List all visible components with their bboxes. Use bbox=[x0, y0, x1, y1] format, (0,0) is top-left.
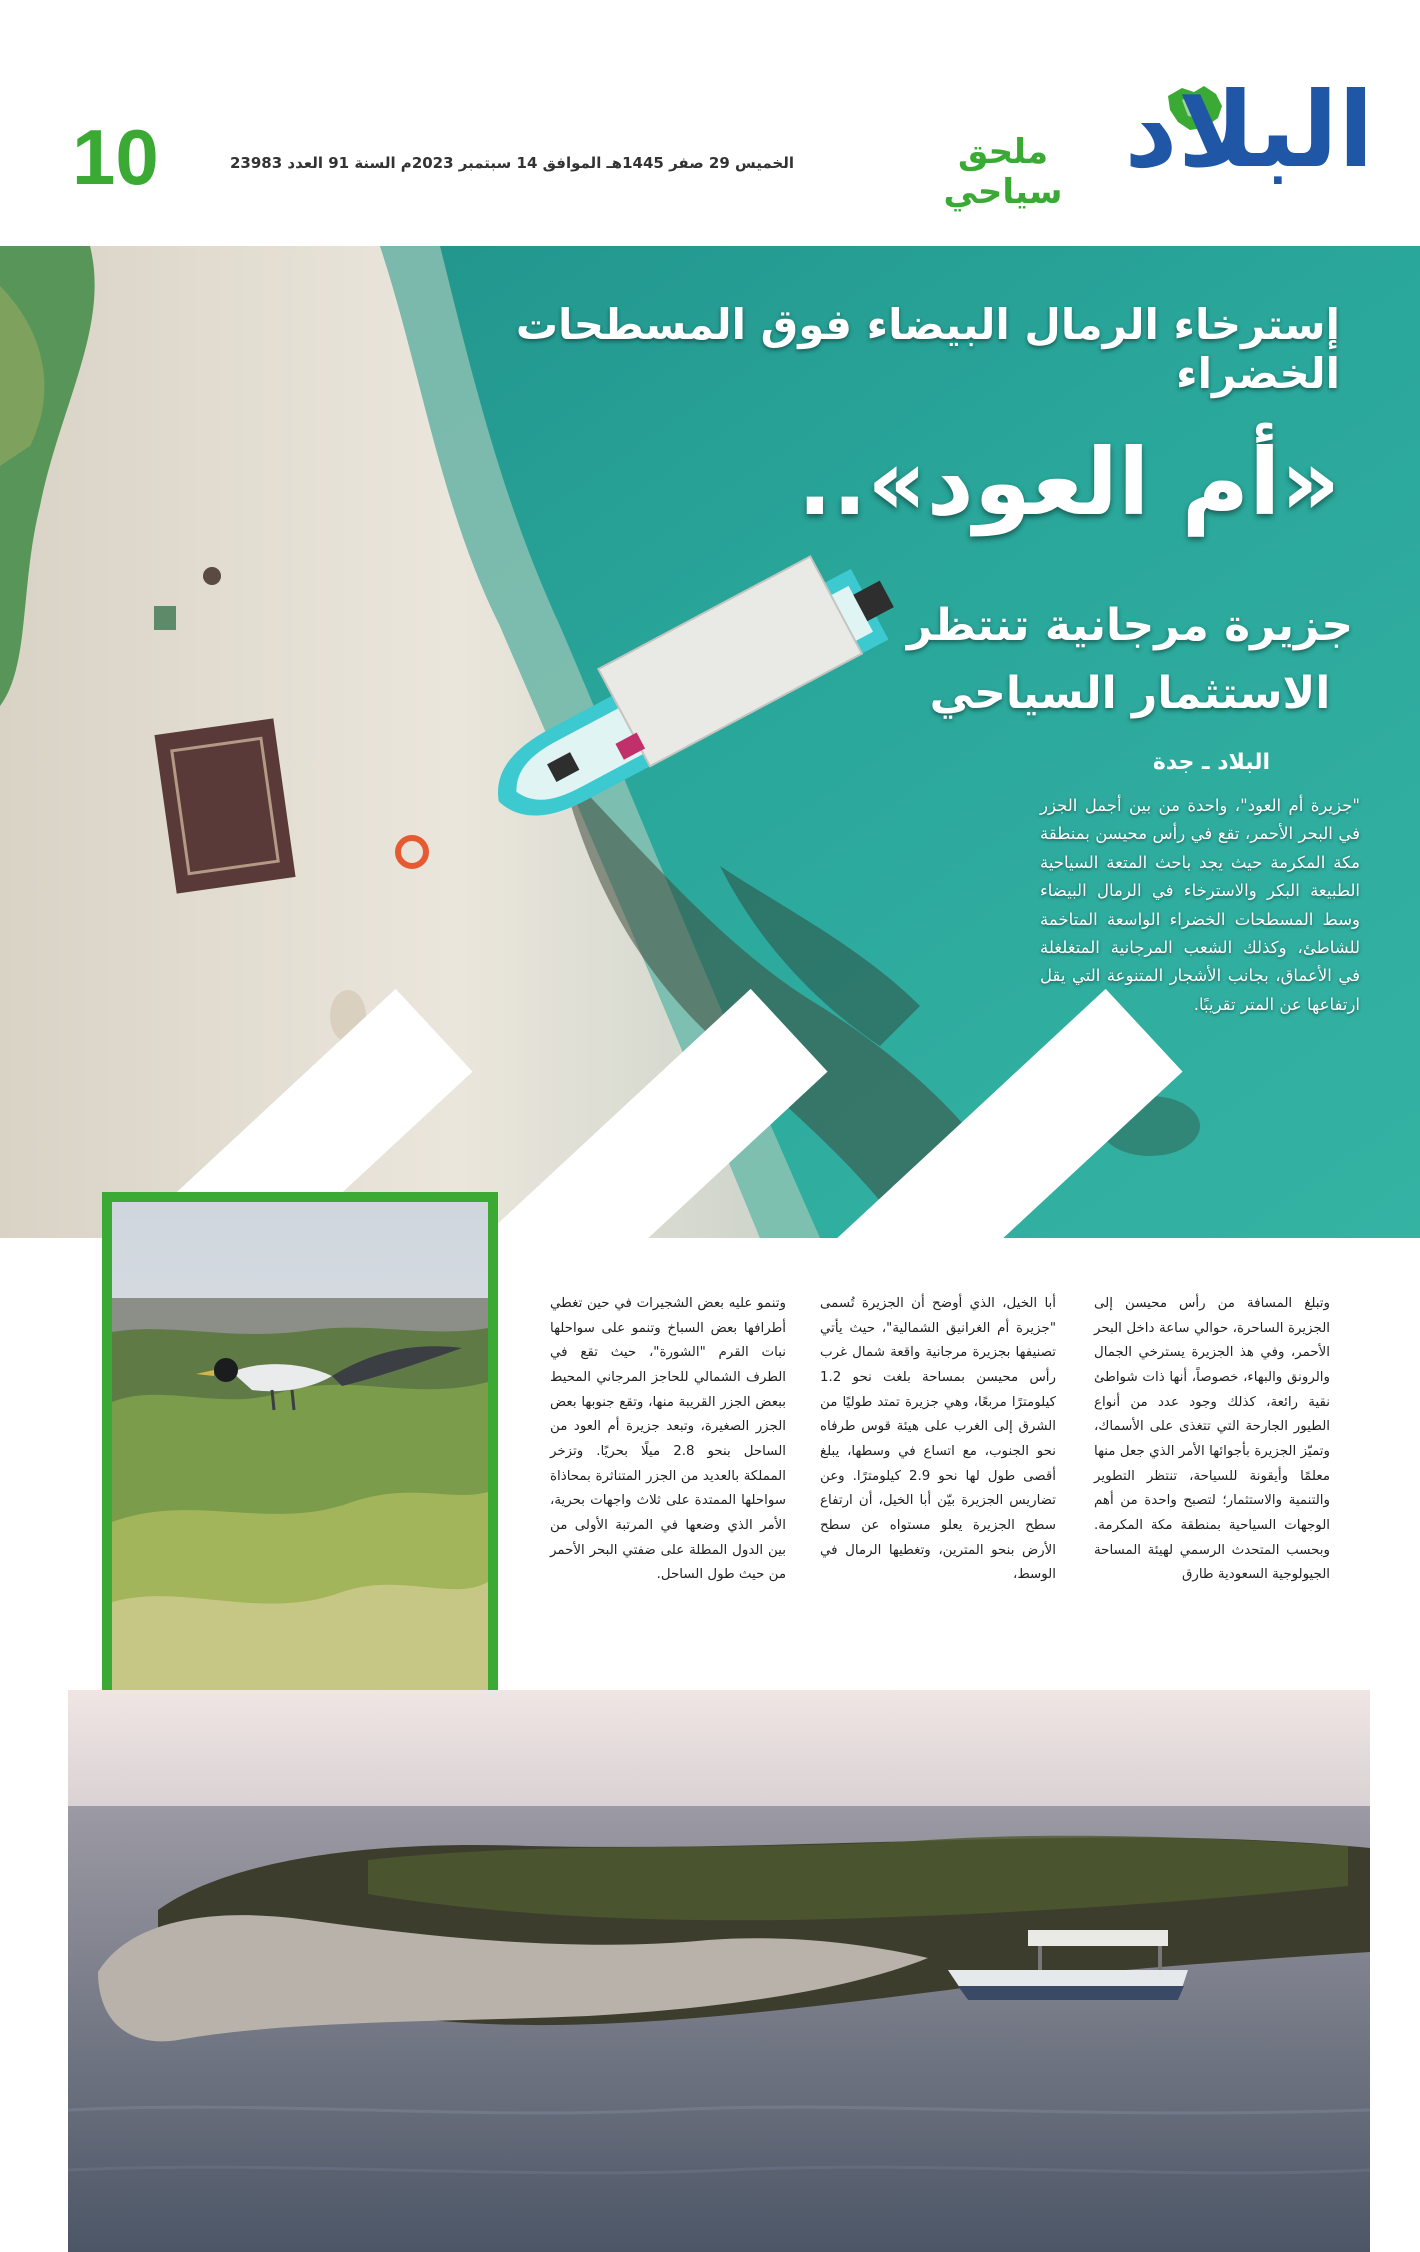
island-sunset-aerial-photo bbox=[68, 1690, 1370, 2252]
island-photo-frame bbox=[68, 1690, 1370, 2252]
page-number: 10 bbox=[72, 113, 159, 201]
article-headline: «أم العود».. bbox=[797, 429, 1340, 536]
article-lead: "جزيرة أم العود"، واحدة من بين أجمل الجزر في البحر الأحمر، تقع في رأس محيسن بمنطقة مكة المكرمة حيث يجد باحث المتعة السياحية الطبيعة البكر والاسترخاء في الرمال البيضاء وسط المسطحات الخضراء الواسعة المتاخمة للشاطئ، وكذلك الشعب المرجانية المتغلغلة في الأعماق، بجانب الأشجار المتنوعة التي يقل ارتفاعها عن المتر تقريبًا. bbox=[1040, 796, 1360, 1014]
article-kicker: إسترخاء الرمال البيضاء فوق المسطحات الخضراء bbox=[515, 300, 1340, 398]
byline-text: البلاد ـ جدة bbox=[1152, 750, 1270, 775]
section-tag: ملحق سياحي bbox=[943, 132, 1063, 212]
bird-photo-frame bbox=[102, 1192, 498, 1726]
bird-on-shrub-photo bbox=[112, 1202, 488, 1716]
article-column-3: وتنمو عليه بعض الشجيرات في حين تغطي أطرافها بعض السباخ وتنمو على سواحلها نبات القرم "الشورة"، حيث تقع في الطرف الشمالي للحاجز المرجاني المحيط ببعض الجزر القريبة منها، وتقع جنوبها بعض الجزر الصغيرة، وتبعد جزيرة أم العود من الساحل بنحو 2.8 ميلًا بحريًا. وتزخر المملكة بالعديد من الجزر المتناثرة بمحاذاة سواحلها الممتدة على ثلاث واجهات بحرية، الأمر الذي وضعها في المرتبة الأولى من بين الدول المطلة على ضفتي البحر الأحمر من حيث طول الساحل. bbox=[550, 1296, 786, 1583]
article-column-2: أبا الخيل، الذي أوضح أن الجزيرة تُسمى "جزيرة أم الغرانيق الشمالية"، حيث يأتي تصنيفها بجزيرة مرجانية واقعة شمال غرب رأس محيسن بمساحة بلغت نحو 1.2 كيلومترًا مربعًا، وهي جزيرة تمتد طوليًا من الشرق إلى الغرب على هيئة قوس طرفاه نحو الجنوب، مع اتساع في وسطها، يبلغ أقصى طول لها نحو 2.9 كيلومترًا. وعن تضاريس الجزيرة بيّن أبا الخيل، أن ارتفاع سطح الجزيرة يعلو مستواه عن سطح الأرض بنحو المترين، وتغطيها الرمال في الوسط، bbox=[820, 1296, 1056, 1583]
page-header bbox=[0, 0, 1420, 246]
article-subhead: جزيرة مرجانية تنتظر الاستثمار السياحي bbox=[906, 600, 1354, 720]
masthead-logo-text: البلاد bbox=[1124, 69, 1374, 191]
article-byline bbox=[1050, 744, 1370, 784]
article-column-1: وتبلغ المسافة من رأس محيسن إلى الجزيرة الساحرة، حوالي ساعة داخل البحر الأحمر، وفي هذ الجزيرة يسترخي الجمال والرونق والبهاء، خصوصاً، أنها ذات شواطئ نقية رائعة، كذلك وجود عدد من أنواع الطيور الجارحة التي تتغذى على الأسماك، وتميّز الجزيرة بأجوائها الأمر الذي جعل منها معلمًا وأيقونة للسياحة، تنتظر التطوير والتنمية والاستثمار؛ لتصبح واحدة من أهم الوجهات السياحية بمنطقة مكة المكرمة. وبحسب المتحدث الرسمي لهيئة المساحة الجيولوجية السعودية طارق bbox=[1094, 1296, 1330, 1583]
issue-date-line: الخميس 29 صفر 1445هـ الموافق 14 سبتمبر 2023م السنة 91 العدد 23983 bbox=[229, 154, 794, 172]
hero-aerial-photo bbox=[0, 246, 1420, 1238]
